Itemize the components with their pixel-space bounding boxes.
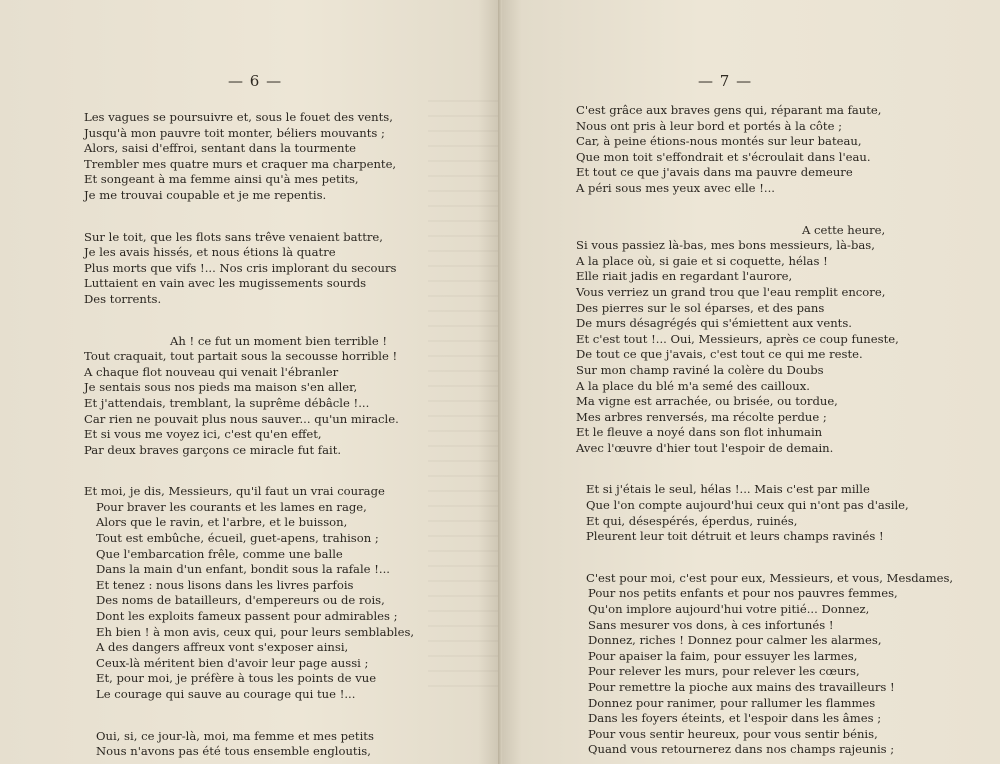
stanza: [84, 334, 434, 459]
verse-line: Tout craquait, tout partait sous la secousse horrible !: [84, 349, 398, 364]
verse-line: Je me trouvai coupable et je me repentis.: [84, 187, 327, 202]
verse-line: Trembler mes quatre murs et craquer ma charpente,: [84, 156, 397, 171]
verse-line: Que mon toit s'effondrait et s'écroulait dans l'eau.: [576, 149, 871, 164]
stanza: [576, 482, 948, 544]
stanza: [84, 729, 434, 760]
stanza: [576, 570, 954, 758]
verse-line: Jusqu'à mon pauvre toit monter, béliers mouvants ;: [84, 125, 385, 140]
verse-line: Pour braver les courants et les lames en rage,: [96, 499, 367, 514]
verse-line: Vous verriez un grand trou que l'eau remplit encore,: [576, 284, 886, 299]
verse-line: Des pierres sur le sol éparses, et des pans: [576, 300, 825, 315]
verse-line: Donnez pour ranimer, pour rallumer les flammes: [588, 695, 876, 710]
verse-line: Nous n'avons pas été tous ensemble engloutis,: [96, 744, 371, 759]
page-number-left: — 6 —: [228, 72, 283, 90]
verse-line: Les vagues se poursuivre et, sous le fouet des vents,: [84, 110, 393, 124]
verse-line: Que l'embarcation frêle, comme une balle: [96, 546, 343, 561]
verse-line: Et moi, je dis, Messieurs, qu'il faut un vrai courage: [84, 484, 385, 499]
verse-line: Sur le toit, que les flots sans trêve venaient battre,: [84, 229, 383, 244]
verse-line: A péri sous mes yeux avec elle !...: [576, 180, 775, 195]
verse-line: Et c'est tout !... Oui, Messieurs, après ce coup funeste,: [576, 331, 899, 346]
verse-line: Ma vigne est arrachée, ou brisée, ou tordue,: [576, 394, 838, 409]
verse-line: Ah ! ce fut un moment bien terrible !: [170, 333, 388, 348]
right-page: [502, 0, 1000, 764]
verse-line: De murs désagrégés qui s'émiettent aux vents.: [576, 316, 852, 331]
verse-line: Plus morts que vifs !... Nos cris implorant du secours: [84, 260, 397, 275]
verse-line: Et le fleuve a noyé dans son flot inhumain: [576, 425, 823, 440]
stanza: [84, 484, 434, 702]
verse-line: Donnez, riches ! Donnez pour calmer les alarmes,: [588, 633, 882, 648]
verse-line: Et songeant à ma femme ainsi qu'à mes petits,: [84, 172, 359, 187]
verse-line: Pleurent leur toit détruit et leurs champs ravinés !: [586, 529, 884, 544]
verse-line: Des torrents.: [84, 291, 162, 306]
verse-line: Le courage qui sauve au courage qui tue !...: [96, 687, 356, 701]
verse-line: A cette heure,: [802, 222, 886, 237]
verse-line: Tout est embûche, écueil, guet-apens, trahison ;: [96, 531, 379, 546]
verse-line: A chaque flot nouveau qui venait l'ébranler: [84, 364, 339, 379]
verse-line: Pour vous sentir heureux, pour vous sentir bénis,: [588, 726, 878, 741]
verse-line: Et j'attendais, tremblant, la suprême débâcle !...: [84, 395, 370, 410]
verse-line: Si vous passiez là-bas, mes bons messieurs, là-bas,: [576, 238, 875, 253]
verse-line: Mes arbres renversés, ma récolte perdue ;: [576, 409, 827, 424]
verse-line: Je sentais sous nos pieds ma maison s'en aller,: [84, 380, 358, 395]
verse-line: Luttaient en vain avec les mugissements sourds: [84, 276, 367, 291]
verse-line: C'est grâce aux braves gens qui, réparant ma faute,: [576, 103, 882, 117]
verse-line: A des dangers affreux vont s'exposer ainsi,: [96, 640, 349, 655]
verse-line: Que l'on compte aujourd'hui ceux qui n'ont pas d'asile,: [586, 498, 909, 513]
verse-line: Des noms de batailleurs, d'empereurs ou de rois,: [96, 593, 385, 608]
verse-line: Par deux braves garçons ce miracle fut fait.: [84, 442, 342, 457]
page-number-right: — 7 —: [698, 72, 753, 90]
verse-line: Pour relever les murs, pour relever les cœurs,: [588, 664, 860, 679]
verse-line: Car, à peine étions-nous montés sur leur bateau,: [576, 134, 862, 149]
verse-line: Ceux-là méritent bien d'avoir leur page aussi ;: [96, 655, 369, 670]
verse-line: Et si vous me voyez ici, c'est qu'en effet,: [84, 427, 322, 442]
poem-text-right: [576, 103, 954, 764]
verse-line: Et, pour moi, je préfère à tous les points de vue: [96, 671, 377, 686]
verse-line: Dont les exploits fameux passent pour admirables ;: [96, 609, 398, 624]
verse-line: Dans la main d'un enfant, bondit sous la rafale !...: [96, 562, 390, 577]
verse-line: Alors, saisi d'effroi, sentant dans la tourmente: [84, 141, 357, 156]
verse-line: Pour remettre la pioche aux mains des travailleurs !: [588, 680, 895, 694]
verse-line: Sur mon champ raviné la colère du Doubs: [576, 362, 824, 377]
verse-line: Nous ont pris à leur bord et portés à la côte ;: [576, 118, 843, 133]
poem-text-left: [84, 110, 434, 764]
verse-line: Sans mesurer vos dons, à ces infortunés !: [588, 617, 834, 632]
verse-line: Oui, si, ce jour-là, moi, ma femme et mes petits: [96, 728, 374, 743]
verse-line: Je les avais hissés, et nous étions là quatre: [84, 245, 336, 260]
verse-line: Eh bien ! à mon avis, ceux qui, pour leurs semblables,: [96, 624, 415, 639]
stanza: [576, 223, 948, 457]
verse-line: Car rien ne pouvait plus nous sauver... qu'un miracle.: [84, 411, 399, 426]
verse-line: Et si j'étais le seul, hélas !... Mais c'est par mille: [586, 482, 870, 497]
stanza: [84, 110, 434, 204]
stanza: [84, 230, 434, 308]
verse-line: Et tenez : nous lisons dans les livres parfois: [96, 577, 354, 592]
verse-line: Et tout ce que j'avais dans ma pauvre demeure: [576, 165, 853, 180]
verse-line: Elle riait jadis en regardant l'aurore,: [576, 269, 793, 284]
verse-line: Alors que le ravin, et l'arbre, et le buisson,: [96, 515, 348, 530]
verse-line: Et qui, désespérés, éperdus, ruinés,: [586, 513, 798, 528]
stanza: [576, 103, 948, 197]
verse-line: A la place du blé m'a semé des cailloux.: [576, 378, 810, 393]
verse-line: Pour apaiser la faim, pour essuyer les larmes,: [588, 648, 858, 663]
verse-line: Qu'on implore aujourd'hui votre pitié... Donnez,: [588, 602, 870, 617]
left-page: [0, 0, 498, 764]
verse-line: Avec l'œuvre d'hier tout l'espoir de demain.: [576, 440, 834, 455]
verse-line: C'est pour moi, c'est pour eux, Messieurs, et vous, Mesdames,: [586, 570, 954, 585]
verse-line: Quand vous retournerez dans nos champs rajeunis ;: [588, 742, 895, 757]
show-through-shadow: [428, 100, 498, 700]
verse-line: Pour nos petits enfants et pour nos pauvres femmes,: [588, 586, 898, 601]
verse-line: A la place où, si gaie et si coquette, hélas !: [576, 253, 828, 268]
verse-line: De tout ce que j'avais, c'est tout ce qui me reste.: [576, 347, 863, 362]
verse-line: Dans les foyers éteints, et l'espoir dans les âmes ;: [588, 711, 882, 726]
